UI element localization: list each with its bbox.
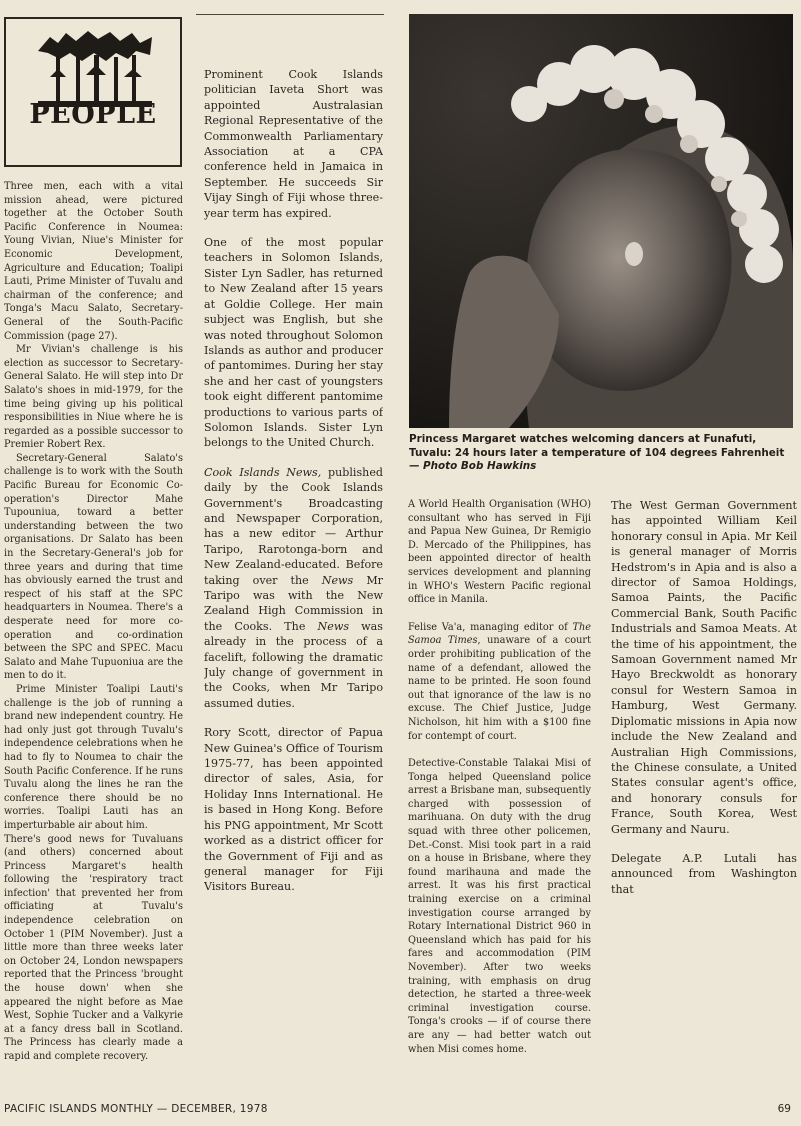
vivian-paragraph-2: Mr Vivian's challenge is his election as successor to Secretary-General Salato. He will step into Dr Salato's shoes in mid-1979, for the time being giving up his political responsibilities in Niue where he is regarded as a possible successor to Premier Robert Rex. bbox=[4, 344, 183, 451]
cook-islands-news-paragraph: Cook Islands News, published daily by the Cook Islands Government's Broadcasting and Newspaper Corporation, has a new editor — Arthur Taripo, Rarotonga-born and New Zealand-educated. Before taking over the News Mr Taripo was with the New Zealand High Commission in the Cooks. The News was already in the process of a facelift, following the dramatic July change of government in the Cooks, when Mr Taripo assumed duties. bbox=[204, 465, 383, 710]
text-column-3 bbox=[408, 484, 591, 1074]
margaret-paragraph: There's good news for Tuvaluans (and others) concerned about Princess Margaret's health following the 'respiratory tract infection' that prevented her from officiating at Tuvalu's independence celebration on October 1 (PIM November). Just a little more than three weeks later on October 24, London newspapers reported that the Princess 'brought the house down' when she appeared the night before as Mae West, Sophie Tucker and a Valkyrie at a fancy dress ball in Scotland. The Princess has clearly made a rapid and complete recovery. bbox=[4, 833, 183, 1062]
vivian-paragraph-4: Prime Minister Toalipi Lauti's challenge is the job of running a brand new independent country. He had only just got through Tuvalu's independence celebrations when he had to fly to Noumea to chair the South Pacific Conference. If he runs Tuvalu along the lines he ran the conference there should be no worries. Toalipi Lauti has an imperturbable air about him. bbox=[4, 683, 183, 831]
newspaper-name: Cook Islands News, bbox=[204, 465, 322, 479]
sadler-paragraph: One of the most popular teachers in Solomon Islands, Sister Lyn Sadler, has returned to New Zealand after 15 years at Goldie College. Her main subject was English, but she was noted throughout Solomon Islands as author and producer of pantomimes. During her stay she and her cast of youngsters took eight different pantomime productions to various parts of Solomon Islands. Sister Lyn belongs to the United Church. bbox=[204, 236, 383, 450]
short-paragraph: Prominent Cook Islands politician Iaveta Short was appointed Australasian Regional Representative of the Commonwealth Parliamentary Association at a CPA conference held in Jamaica in September. He succeeds Sir Vijay Singh of Fiji whose three-year term has expired. bbox=[204, 68, 383, 220]
princess-margaret-photo bbox=[409, 14, 793, 428]
palm-trees-icon bbox=[36, 29, 154, 109]
text-column-1 bbox=[4, 180, 183, 1070]
publication-footer: PACIFIC ISLANDS MONTHLY — DECEMBER, 1978 bbox=[4, 1103, 268, 1115]
photo-credit: Photo Bob Hawkins bbox=[423, 460, 537, 473]
text-column-2 bbox=[204, 53, 383, 1071]
text-column-4 bbox=[611, 484, 797, 1074]
page-number: 69 bbox=[777, 1103, 791, 1115]
scott-paragraph: Rory Scott, director of Papua New Guinea's Office of Tourism 1975-77, has been appointed director of sales, Asia, for Holiday Inns International. He is based in Hong Kong. Before his PNG appointment, Mr Scott worked as a district officer for the Government of Fiji and as general manager for Fiji Visitors Bureau. bbox=[204, 726, 383, 894]
newspaper-name: The Samoa Times bbox=[408, 621, 591, 647]
photo-caption: Princess Margaret watches welcoming dancers at Funafuti, Tuvalu: 24 hours later a temperature of 104 degrees Fahrenheit — Photo Bob Hawkins bbox=[409, 433, 785, 473]
vivian-paragraph-3: Secretary-General Salato's challenge is to work with the South Pacific Bureau for Economic Co-operation's Director Mahe Tupouniua, toward a better understanding between the two organisations. Dr Salato has been in the Secretary-General's job for three years and during that time has obviously earned the trust and respect of his staff at the SPC headquarters in Noumea. There's a desperate need for more co-operation and co-ordination between the SPC and SPEC. Macu Salato and Mahe Tupuoniua are the men to do it. bbox=[4, 452, 183, 682]
keil-paragraph: The West German Government has appointed William Keil honorary consul in Apia. Mr Keil is general manager of Morris Hedstrom's in Apia and is also a director of Samoa Holdings, Samoa Paints, the Pacific Commercial Bank, South Pacific Industrials and Samoa Meats. At the time of his appointment, the Samoan Government named Mr Hayo Breckwoldt as honorary consul for Western Samoa in Hamburg, West Germany. Diplomatic missions in Apia now include the New Zealand and Australian High Commissions, the Chinese consulate, a United States consular agent's office, and honorary consuls for France, South Korea, West Germany and Nauru. bbox=[611, 499, 797, 836]
mercado-paragraph: A World Health Organisation (WHO) consultant who has served in Fiji and Papua New Guinea, Dr Remigio D. Mercado of the Philippines, has been appointed director of health services development and planning in WHO's Western Pacific regional office in Manila. bbox=[408, 499, 591, 606]
portrait-image bbox=[409, 14, 793, 428]
lutali-paragraph: Delegate A.P. Lutali has announced from Washington that bbox=[611, 851, 797, 896]
vivian-paragraph-1: Three men, each with a vital mission ahead, were pictured together at the October South Pacific Conference in Noumea: Young Vivian, Niue's Minister for Economic Development, Agriculture and Education; Toalipi Lauti, Prime Minister of Tuvalu and chairman of the conference; and Tonga's Macu Salato, Secretary-General of the South-Pacific Commission (page 27). bbox=[4, 181, 183, 342]
vaa-paragraph: Felise Va'a, managing editor of The Samoa Times, unaware of a court order prohibiting publication of the name of a defendant, allowed the name to be printed. He soon found out that ignorance of the law is no excuse. The Chief Justice, Judge Nicholson, hit him with a $100 fine for contempt of court. bbox=[408, 621, 591, 742]
top-rule bbox=[196, 14, 384, 15]
misi-paragraph: Detective-Constable Talakai Misi of Tonga helped Queensland police arrest a Brisbane man, subsequently charged with possession of marihuana. On duty with the drug squad with three other policemen, Det.-Const. Misi took part in a raid on a house in Brisbane, where they found marihauna and made the arrest. It was his first practical training exercise on a criminal investigation course arranged by Rotary International District 960 in Queensland which has paid for his fares and accommodation (PIM November). After two weeks training, with emphasis on drug detection, he started a three-week criminal investigation course. Tonga's crooks — if of course there are any — had better watch out when Misi comes home. bbox=[408, 758, 591, 1055]
section-header bbox=[4, 17, 182, 167]
section-title: PEOPLE bbox=[29, 99, 157, 130]
